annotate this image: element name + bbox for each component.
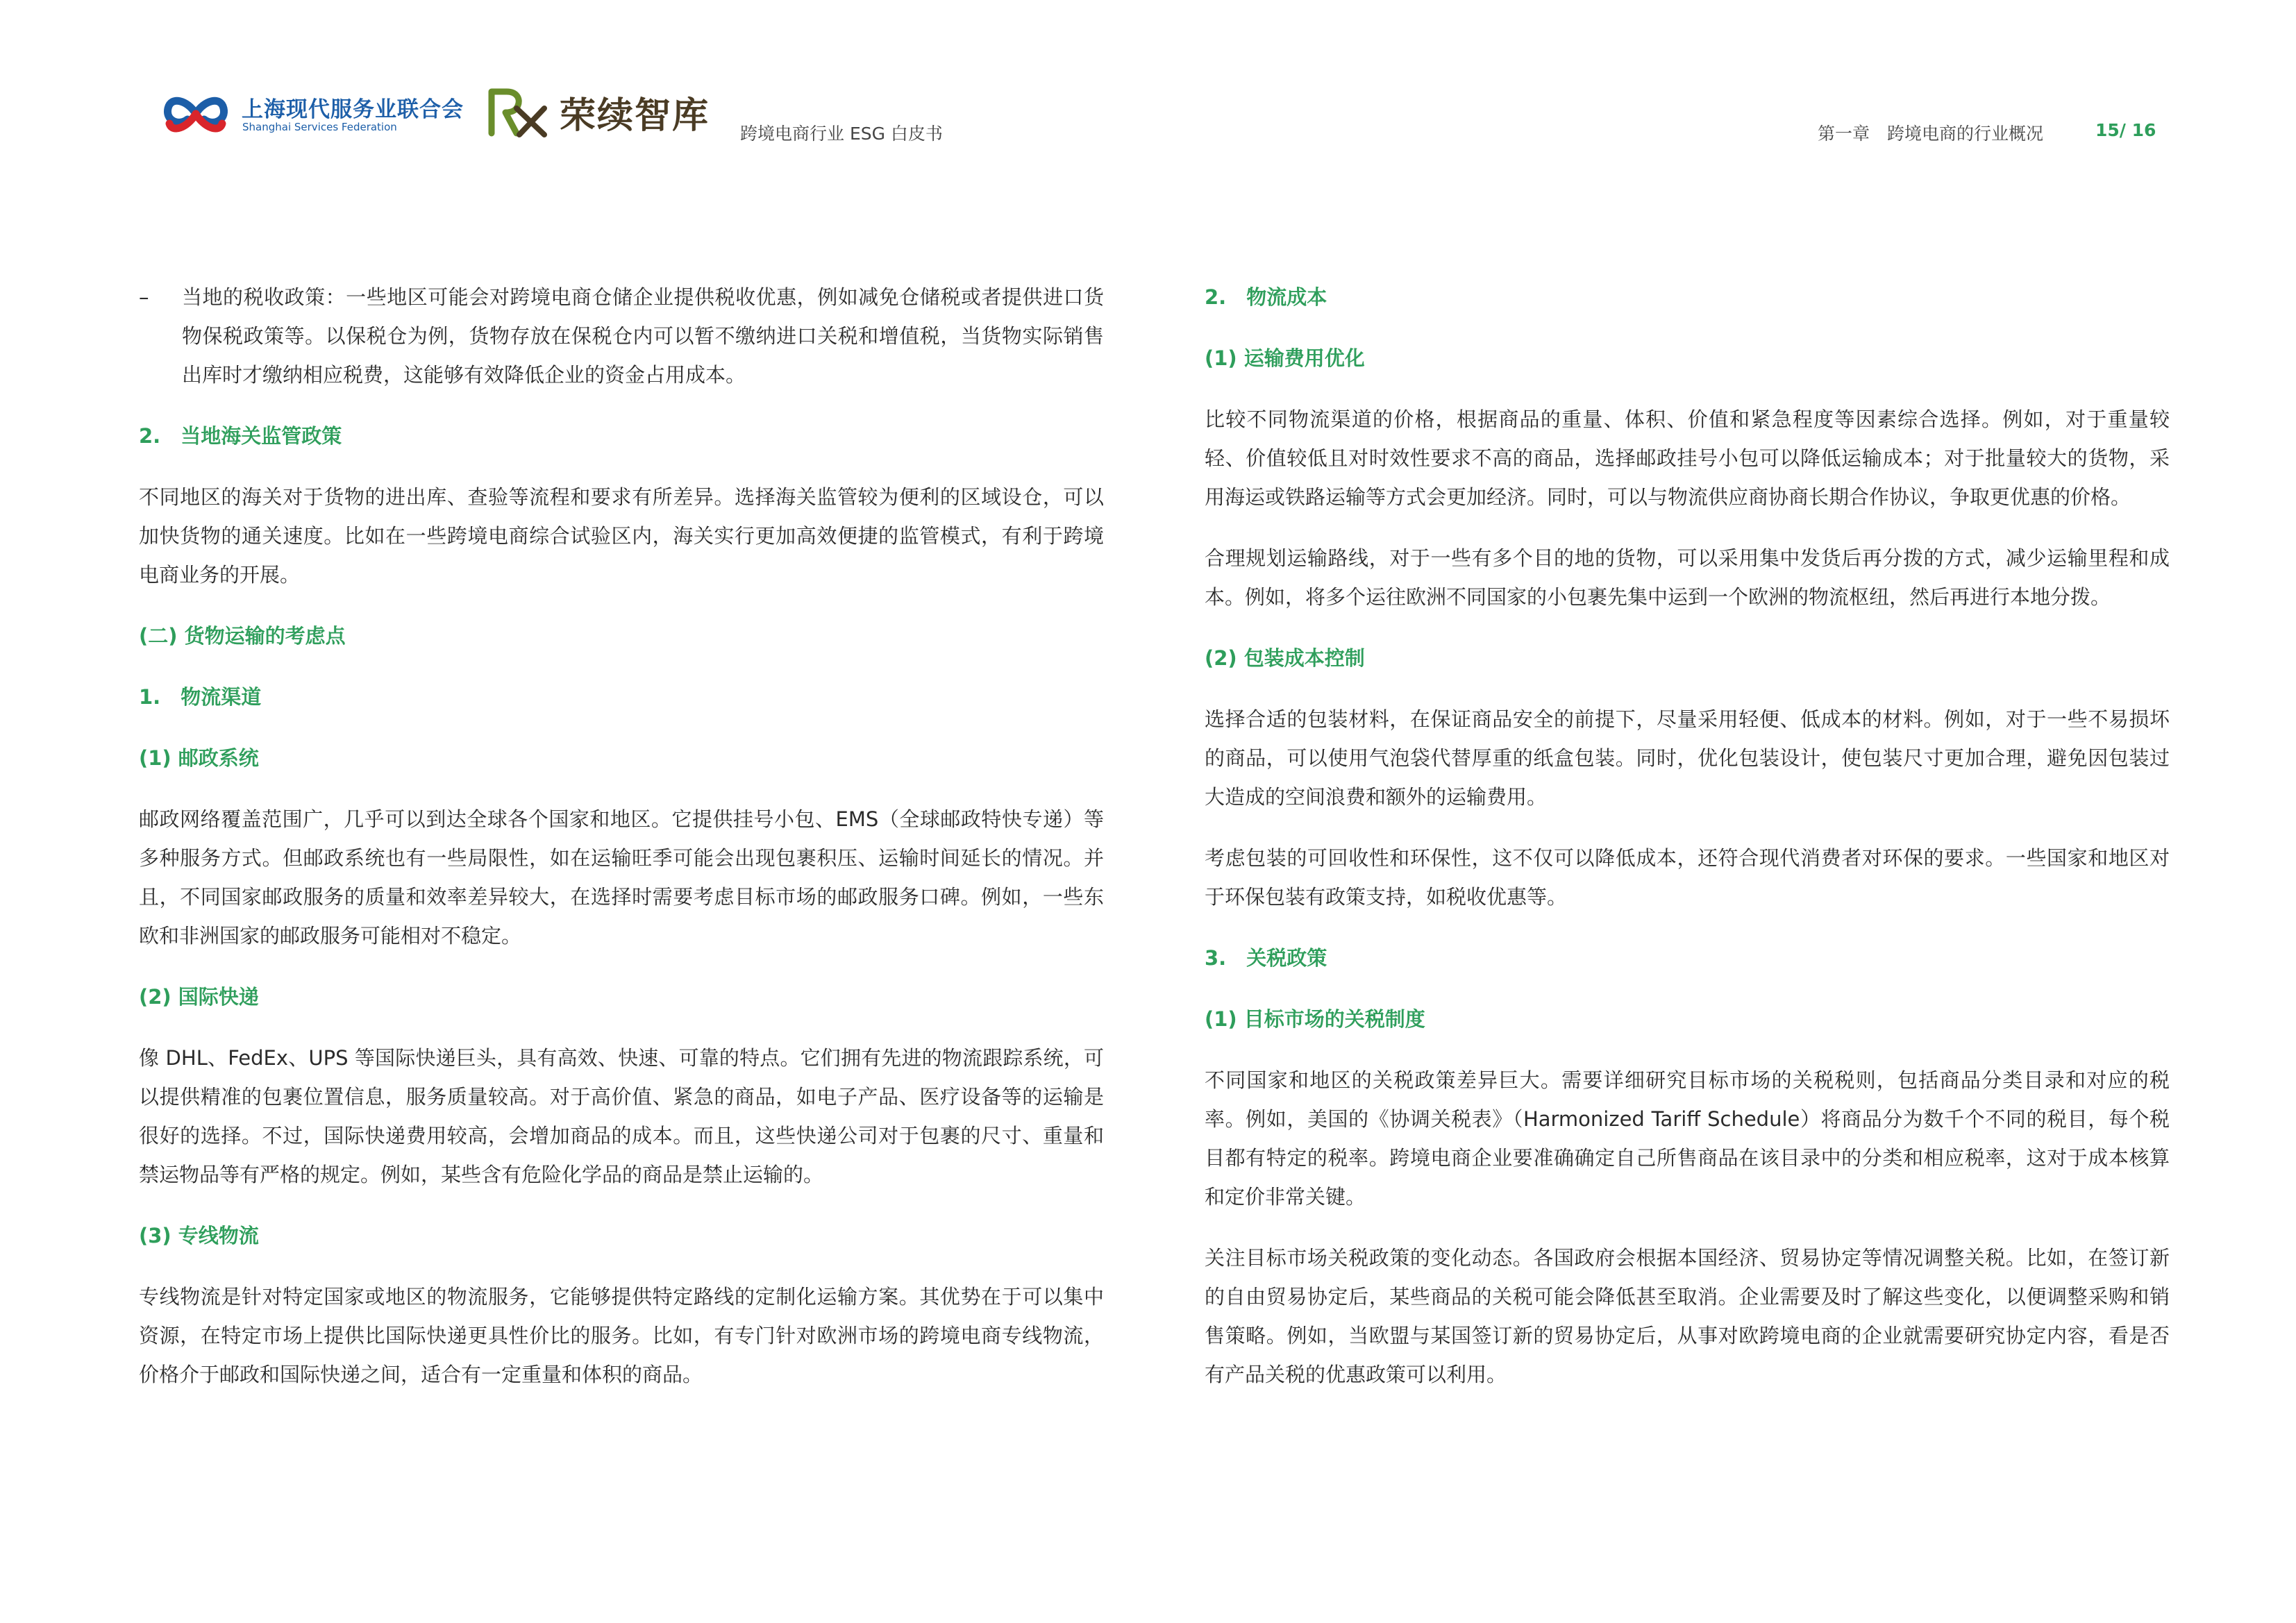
paragraph-freight-1: 比较不同物流渠道的价格，根据商品的重量、体积、价值和紧急程度等因素综合选择。例如，对于重量较轻、价值较低且对时效性要求不高的商品，选择邮政挂号小包可以降低运输成本；对于批量较大的货物，采用海运或铁路运输等方式会更加经济。同时，可以与物流供应商协商长期合作协议，争取更优惠的价格。	[1205, 407, 2170, 509]
page-header	[0, 0, 2296, 180]
heading-tariff-system: (1) 目标市场的关税制度	[1205, 1007, 1425, 1031]
paragraph-tariff-2: 关注目标市场关税政策的变化动态。各国政府会根据本国经济、贸易协定等情况调整关税。比如，在签订新的自由贸易协定后，某些商品的关税可能会降低甚至取消。企业需要及时了解这些变化，以便调整采购和销售策略。例如，当欧盟与某国签订新的贸易协定后，从事对欧跨境电商的企业就需要研究协定内容，看是否有产品关税的优惠政策可以利用。	[1205, 1246, 2170, 1386]
bullet-text: 当地的税收政策：一些地区可能会对跨境电商仓储企业提供税收优惠，例如减免仓储税或者提供进口货物保税政策等。以保税仓为例，货物存放在保税仓内可以暂不缴纳进口关税和增值税，当货物实际销售出库时才缴纳相应税费，这能够有效降低企业的资金占用成本。	[182, 285, 1104, 387]
rx-logo	[486, 82, 729, 144]
heading-postal: (1) 邮政系统	[139, 746, 259, 770]
heading-logistics-cost: 2. 物流成本	[1205, 285, 1327, 309]
heading-express: (2) 国际快递	[139, 985, 259, 1009]
heading-dedicated-line: (3) 专线物流	[139, 1224, 259, 1247]
heading-transport: (二) 货物运输的考虑点	[139, 624, 346, 648]
heading-logistics-channels: 1. 物流渠道	[139, 685, 262, 709]
heading-customs-policy: 2. 当地海关监管政策	[139, 424, 342, 448]
paragraph-customs: 不同地区的海关对于货物的进出库、查验等流程和要求有所差异。选择海关监管较为便利的区域设仓，可以加快货物的通关速度。比如在一些跨境电商综合试验区内，海关实行更加高效便捷的监管模式，有利于跨境电商业务的开展。	[139, 485, 1104, 587]
paragraph-dedicated-line: 专线物流是针对特定国家或地区的物流服务，它能够提供特定路线的定制化运输方案。其优势在于可以集中资源，在特定市场上提供比国际快递更具性价比的服务。比如，有专门针对欧洲市场的跨境电商专线物流，价格介于邮政和国际快递之间，适合有一定重量和体积的商品。	[139, 1285, 1104, 1386]
ssf-logo-en: Shanghai Services Federation	[242, 121, 397, 133]
chapter-title: 第一章 跨境电商的行业概况	[1818, 124, 2044, 144]
heading-packaging: (2) 包装成本控制	[1205, 646, 1365, 670]
paragraph-packaging-2: 考虑包装的可回收性和环保性，这不仅可以降低成本，还符合现代消费者对环保的要求。一些国家和地区对于环保包装有政策支持，如税收优惠等。	[1205, 846, 2170, 909]
bullet-dash: –	[139, 285, 149, 309]
page-number: 15/ 16	[2095, 120, 2156, 140]
rx-logo-icon	[486, 85, 547, 137]
ssf-logo-icon	[161, 85, 231, 143]
paragraph-packaging-1: 选择合适的包装材料，在保证商品安全的前提下，尽量采用轻便、低成本的材料。例如，对于一些不易损坏的商品，可以使用气泡袋代替厚重的纸盒包装。同时，优化包装设计，使包装尺寸更加合理，避免因包装过大造成的空间浪费和额外的运输费用。	[1205, 707, 2170, 809]
paragraph-freight-2: 合理规划运输路线，对于一些有多个目的地的货物，可以采用集中发货后再分拨的方式，减少运输里程和成本。例如，将多个运往欧洲不同国家的小包裹先集中运到一个欧洲的物流枢纽，然后再进行本地分拨。	[1205, 546, 2170, 609]
left-column	[139, 278, 1104, 1416]
paragraph-postal: 邮政网络覆盖范围广，几乎可以到达全球各个国家和地区。它提供挂号小包、EMS（全球邮政特快专递）等多种服务方式。但邮政系统也有一些局限性，如在运输旺季可能会出现包裹积压、运输时间延长的情况。并且，不同国家邮政服务的质量和效率差异较大，在选择时需要考虑目标市场的邮政服务口碑。例如，一些东欧和非洲国家的邮政服务可能相对不稳定。	[139, 807, 1104, 948]
right-column	[1205, 278, 2170, 1416]
rx-logo-cn: 荣续智库	[560, 95, 710, 137]
heading-tariff-policy: 3. 关税政策	[1205, 946, 1327, 970]
bullet-tax-policy	[139, 278, 1104, 394]
paragraph-tariff-1: 不同国家和地区的关税政策差异巨大。需要详细研究目标市场的关税税则，包括商品分类目录和对应的税率。例如，美国的《协调关税表》（Harmonized Tariff Schedule）将商品分为数千个不同的税目，每个税目都有特定的税率。跨境电商企业要准确确定自己所售商品在该目录中的分类和相应税率，这对于成本核算和定价非常关键。	[1205, 1068, 2170, 1209]
paragraph-express: 像 DHL、FedEx、UPS 等国际快递巨头，具有高效、快速、可靠的特点。它们拥有先进的物流跟踪系统，可以提供精准的包裹位置信息，服务质量较高。对于高价值、紧急的商品，如电子产品、医疗设备等的运输是很好的选择。不过，国际快递费用较高，会增加商品的成本。而且，这些快递公司对于包裹的尺寸、重量和禁运物品等有严格的规定。例如，某些含有危险化学品的商品是禁止运输的。	[139, 1046, 1104, 1186]
heading-freight-optimization: (1) 运输费用优化	[1205, 346, 1365, 370]
ssf-logo-cn: 上海现代服务业联合会	[242, 97, 464, 122]
document-title: 跨境电商行业 ESG 白皮书	[740, 124, 943, 144]
